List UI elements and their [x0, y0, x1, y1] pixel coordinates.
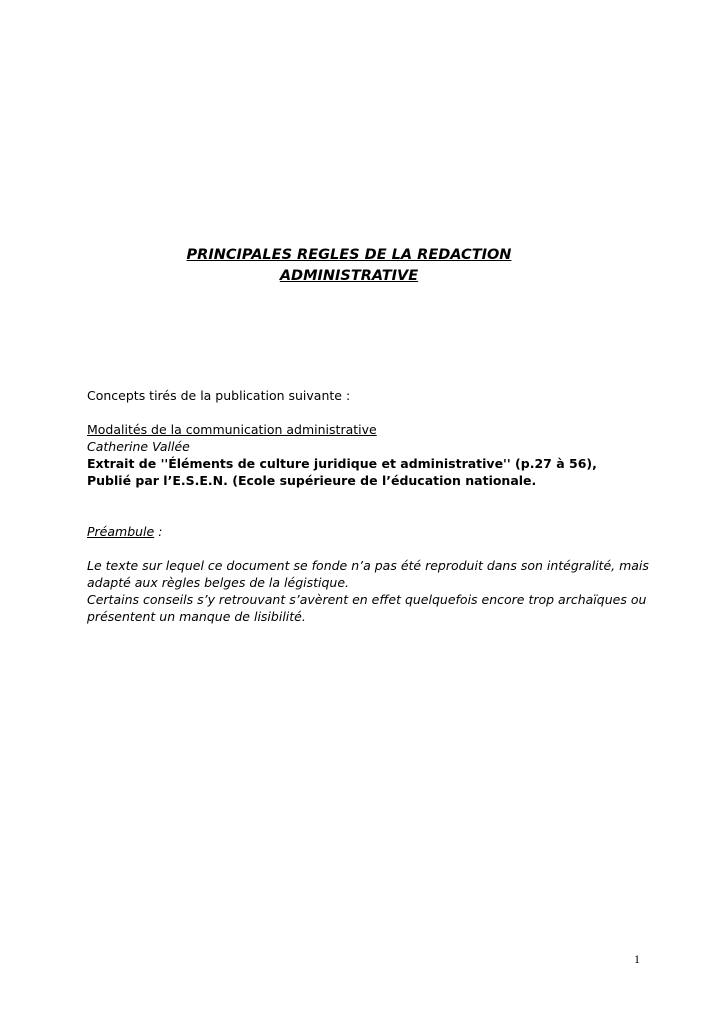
- preamble-line-2: adapté aux règles belges de la légistique.: [87, 575, 350, 590]
- preamble-line-3: Certains conseils s’y retrouvant s’avèrent en effet quelquefois encore trop archaïques ou: [87, 592, 647, 607]
- publication-author: Catherine Vallée: [87, 439, 190, 454]
- page-number: 1: [634, 952, 640, 966]
- preamble-heading-colon: :: [154, 524, 163, 539]
- document-title-line-1: PRINCIPALES REGLES DE LA REDACTION: [186, 247, 512, 263]
- preamble-line-4: présentent un manque de lisibilité.: [87, 609, 306, 624]
- preamble-heading-label: Préambule: [87, 524, 155, 539]
- publication-title: Modalités de la communication administrative: [87, 422, 377, 437]
- preamble-heading: [87, 523, 162, 540]
- document-title-line-2: ADMINISTRATIVE: [279, 268, 419, 284]
- intro-text: Concepts tirés de la publication suivante :: [87, 388, 351, 403]
- preamble-line-1: Le texte sur lequel ce document se fonde n’a pas été reproduit dans son intégralité, mais: [87, 558, 649, 573]
- publication-publisher: Publié par l’E.S.E.N. (Ecole supérieure de l’éducation nationale.: [87, 473, 537, 488]
- publication-extract: Extrait de ''Éléments de culture juridique et administrative'' (p.27 à 56),: [87, 456, 597, 471]
